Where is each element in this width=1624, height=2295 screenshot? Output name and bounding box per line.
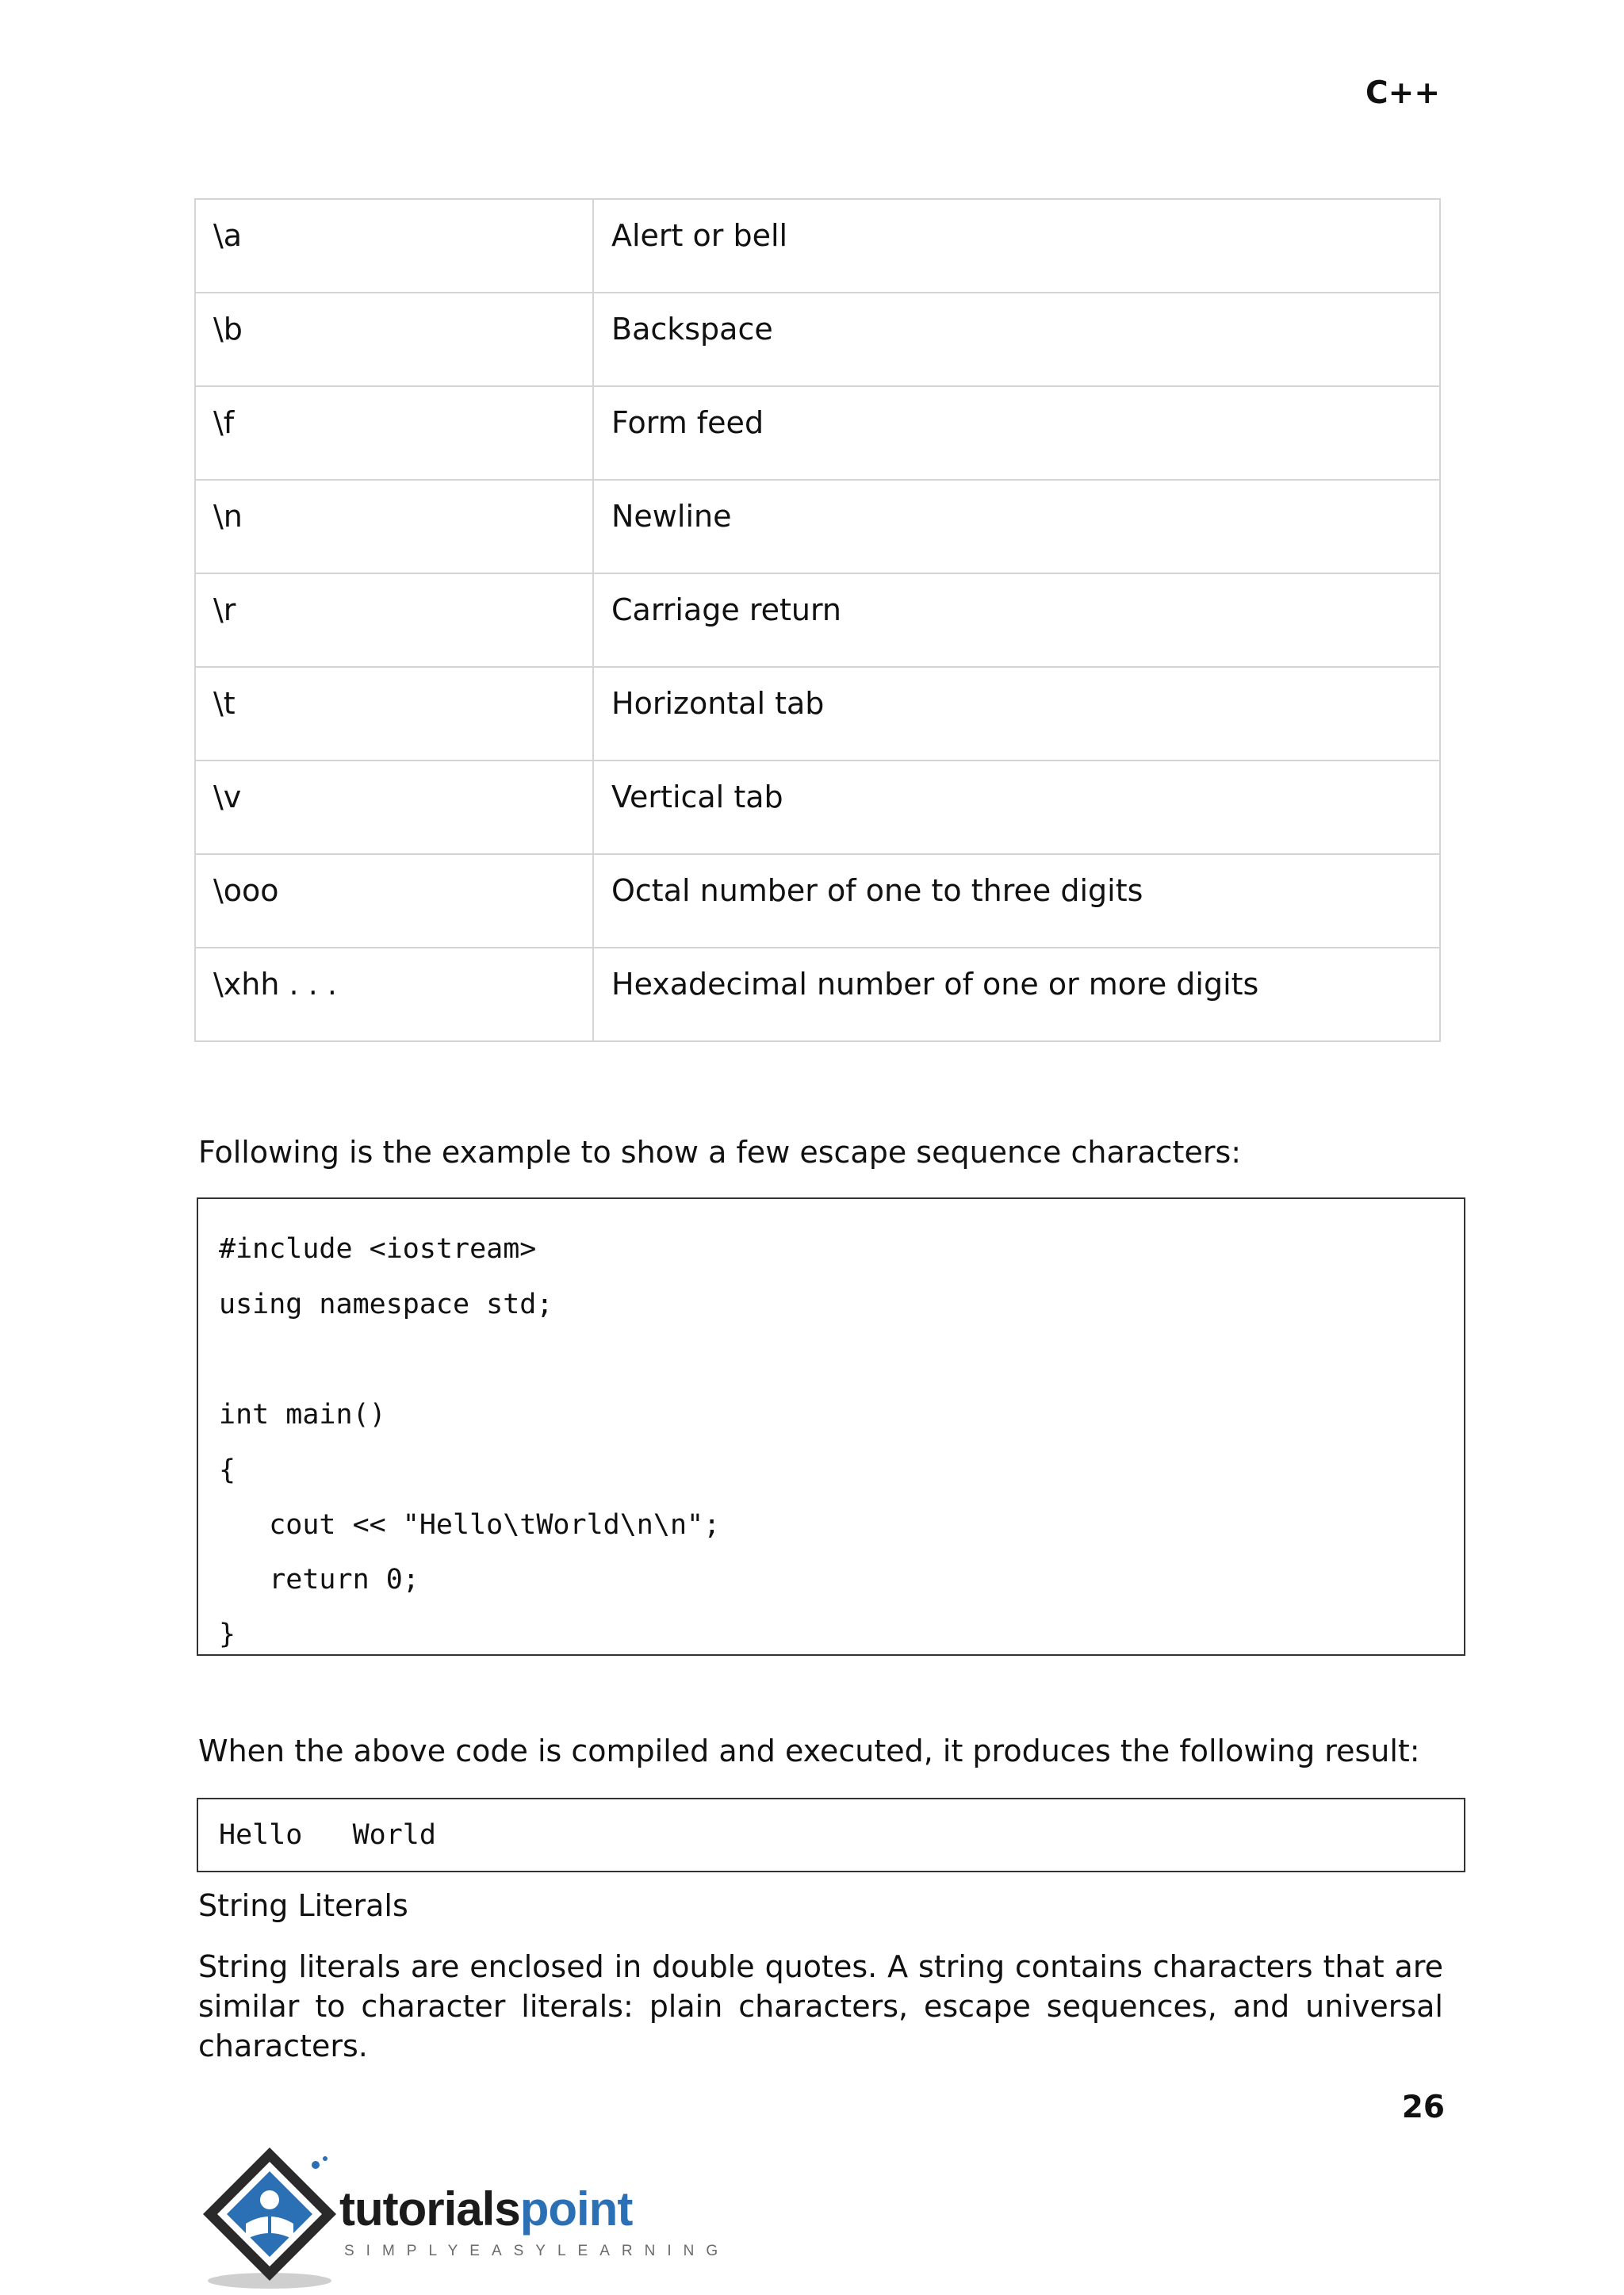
body-paragraph: String literals are enclosed in double quotes. A string contains characters that are similar to character literals: plain characters, escape sequences, and universal characters. (198, 1949, 1443, 2063)
output-line: Hello World (219, 1819, 436, 1851)
escape-seq-cell: \r (195, 573, 593, 667)
code-block (197, 1197, 1465, 1656)
escape-seq-cell: \ooo (195, 854, 593, 948)
escape-seq-cell: \xhh . . . (195, 948, 593, 1041)
tutorialspoint-logo (197, 2141, 730, 2292)
section-heading: String Literals (198, 1888, 408, 1923)
table-row (195, 667, 1440, 761)
escape-desc-cell: Hexadecimal number of one or more digits (593, 948, 1440, 1041)
code-line: { (219, 1454, 236, 1486)
escape-desc-cell: Horizontal tab (593, 667, 1440, 761)
code-line: using namespace std; (219, 1289, 553, 1320)
document-header-title: C++ (1365, 75, 1440, 111)
code-line: } (219, 1619, 236, 1650)
example-intro-text: Following is the example to show a few escape sequence characters: (198, 1135, 1242, 1170)
logo-tagline: SIMPLYEASYLEARNING (344, 2243, 730, 2259)
code-line: cout << "Hello\tWorld\n\n"; (219, 1509, 721, 1541)
escape-desc-cell: Octal number of one to three digits (593, 854, 1440, 948)
result-intro-text: When the above code is compiled and executed, it produces the following result: (198, 1734, 1420, 1768)
escape-seq-cell: \b (195, 293, 593, 386)
table-row (195, 948, 1440, 1041)
escape-seq-cell: \f (195, 386, 593, 480)
table-row (195, 573, 1440, 667)
code-line: #include <iostream> (219, 1233, 537, 1265)
table-row (195, 293, 1440, 386)
table-row (195, 854, 1440, 948)
code-line: return 0; (219, 1564, 419, 1596)
escape-sequence-table (194, 198, 1441, 1042)
escape-desc-cell: Newline (593, 480, 1440, 573)
table-row (195, 199, 1440, 293)
page-number: 26 (1401, 2090, 1445, 2125)
escape-desc-cell: Backspace (593, 293, 1440, 386)
escape-desc-cell: Carriage return (593, 573, 1440, 667)
escape-desc-cell: Form feed (593, 386, 1440, 480)
logo-diamond-icon (197, 2141, 347, 2292)
escape-seq-cell: \t (195, 667, 593, 761)
table-row (195, 386, 1440, 480)
escape-desc-cell: Vertical tab (593, 761, 1440, 854)
logo-word-part1: tutorials (339, 2182, 520, 2236)
table-row (195, 480, 1440, 573)
logo-word-part2: point (519, 2182, 633, 2236)
logo-wordmark (339, 2182, 633, 2236)
escape-seq-cell: \v (195, 761, 593, 854)
code-line: int main() (219, 1399, 386, 1431)
escape-desc-cell: Alert or bell (593, 199, 1440, 293)
table-row (195, 761, 1440, 854)
escape-seq-cell: \a (195, 199, 593, 293)
output-block (197, 1798, 1465, 1872)
escape-seq-cell: \n (195, 480, 593, 573)
